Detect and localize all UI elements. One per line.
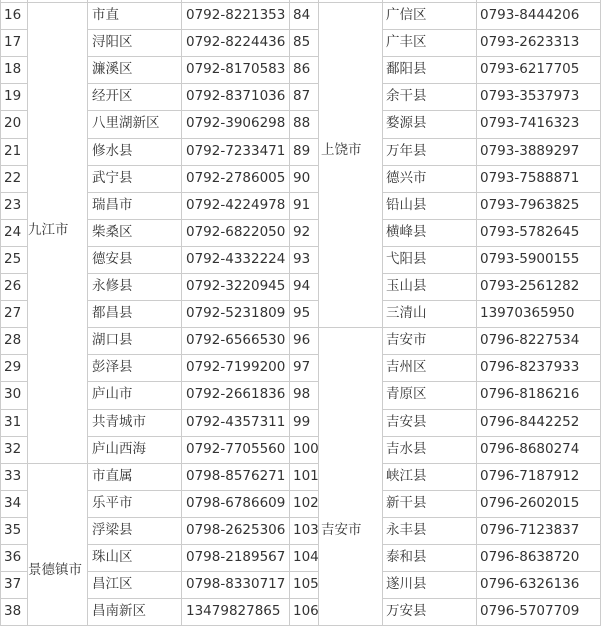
district-name: 市直属 bbox=[92, 467, 133, 484]
row-number: 88 bbox=[293, 115, 311, 132]
district-name: 横峰县 bbox=[386, 223, 427, 240]
phone-number: 0796-8442252 bbox=[480, 413, 580, 430]
phone-number: 0796-5707709 bbox=[480, 603, 580, 620]
row-number: 29 bbox=[4, 359, 22, 376]
district-name: 峡江县 bbox=[386, 467, 427, 484]
vline-after-city bbox=[87, 0, 88, 626]
row-number: 20 bbox=[4, 115, 22, 132]
district-name: 德安县 bbox=[92, 250, 133, 267]
phone-number: 0792-4332224 bbox=[186, 250, 286, 267]
phone-number: 0792-7233471 bbox=[186, 142, 286, 159]
row-number: 21 bbox=[4, 142, 22, 159]
phone-number: 0792-8221353 bbox=[186, 7, 286, 23]
phone-number: 0792-3906298 bbox=[186, 115, 286, 132]
district-name: 青原区 bbox=[386, 386, 427, 403]
district-name: 吉州区 bbox=[386, 359, 427, 376]
vline-after-number bbox=[27, 0, 28, 626]
row-number: 28 bbox=[4, 332, 22, 349]
city-jian: 吉安市 bbox=[321, 522, 362, 538]
row-number: 31 bbox=[4, 413, 22, 430]
district-name: 柴桑区 bbox=[92, 223, 133, 240]
district-name: 吉安市 bbox=[386, 332, 427, 349]
row-number: 34 bbox=[4, 494, 22, 511]
row-number: 95 bbox=[293, 305, 311, 322]
phone-number: 0792-8170583 bbox=[186, 61, 286, 78]
phone-number: 0793-6217705 bbox=[480, 61, 580, 78]
row-number: 106 bbox=[293, 603, 319, 620]
district-name: 濂溪区 bbox=[92, 61, 133, 78]
phone-number: 0796-8237933 bbox=[480, 359, 580, 376]
phone-number: 0792-8371036 bbox=[186, 88, 286, 105]
district-name: 铅山县 bbox=[386, 196, 427, 213]
phone-number: 0798-6786609 bbox=[186, 494, 286, 511]
district-name: 修水县 bbox=[92, 142, 133, 159]
phone-number: 0796-8186216 bbox=[480, 386, 580, 403]
phone-number: 0792-7705560 bbox=[186, 440, 286, 457]
district-name: 新干县 bbox=[386, 494, 427, 511]
district-name: 广信区 bbox=[386, 7, 427, 23]
district-name: 玉山县 bbox=[386, 278, 427, 294]
district-name: 德兴市 bbox=[386, 169, 427, 186]
district-name: 婺源县 bbox=[386, 115, 427, 132]
row-number: 22 bbox=[4, 169, 22, 186]
district-name: 鄱阳县 bbox=[386, 61, 427, 78]
district-name: 昌南新区 bbox=[92, 603, 146, 620]
phone-number: 0798-2625306 bbox=[186, 521, 286, 538]
row-number: 35 bbox=[4, 521, 22, 538]
vline-left-edge bbox=[0, 0, 1, 626]
district-name: 三清山 bbox=[386, 305, 427, 322]
phone-number: 0792-4224978 bbox=[186, 196, 286, 213]
row-number: 100 bbox=[293, 440, 319, 457]
phone-number: 0796-2602015 bbox=[480, 494, 580, 511]
row-number: 87 bbox=[293, 88, 311, 105]
district-name: 泰和县 bbox=[386, 549, 427, 565]
district-name: 共青城市 bbox=[92, 413, 146, 430]
district-name: 万年县 bbox=[386, 142, 427, 159]
district-name: 乐平市 bbox=[92, 494, 133, 511]
phone-number: 0793-5900155 bbox=[480, 250, 580, 267]
city-jingdezhen: 景德镇市 bbox=[28, 562, 82, 578]
city-jiujiang: 九江市 bbox=[28, 222, 69, 238]
row-number: 16 bbox=[4, 7, 22, 23]
phone-number: 0792-4357311 bbox=[186, 413, 286, 430]
row-number: 24 bbox=[4, 223, 22, 240]
phone-number: 0793-7588871 bbox=[480, 169, 580, 186]
row-number: 94 bbox=[293, 278, 311, 294]
phone-number: 0792-5231809 bbox=[186, 305, 286, 322]
row-number: 33 bbox=[4, 467, 22, 484]
row-number: 98 bbox=[293, 386, 311, 403]
district-name: 八里湖新区 bbox=[92, 115, 160, 132]
row-number: 86 bbox=[293, 61, 311, 78]
district-name: 庐山西海 bbox=[92, 440, 146, 457]
phone-number: 0792-6822050 bbox=[186, 223, 286, 240]
city-shangrao: 上饶市 bbox=[321, 142, 362, 158]
district-name: 广丰区 bbox=[386, 34, 427, 51]
row-number: 37 bbox=[4, 576, 22, 593]
phone-number: 0792-8224436 bbox=[186, 34, 286, 51]
district-name: 弋阳县 bbox=[386, 250, 427, 267]
row-number: 25 bbox=[4, 250, 22, 267]
row-number: 23 bbox=[4, 196, 22, 213]
district-name: 昌江区 bbox=[92, 576, 133, 593]
row-number: 99 bbox=[293, 413, 311, 430]
district-name: 浮梁县 bbox=[92, 521, 133, 538]
phone-number: 0792-3220945 bbox=[186, 278, 286, 294]
phone-number: 0798-2189567 bbox=[186, 549, 286, 565]
row-number: 90 bbox=[293, 169, 311, 186]
row-number: 26 bbox=[4, 278, 22, 294]
row-number: 91 bbox=[293, 196, 311, 213]
phone-number: 0793-3889297 bbox=[480, 142, 580, 159]
district-name: 武宁县 bbox=[92, 169, 133, 186]
row-number: 92 bbox=[293, 223, 311, 240]
row-number: 102 bbox=[293, 494, 319, 511]
district-name: 余干县 bbox=[386, 88, 427, 105]
district-name: 万安县 bbox=[386, 603, 427, 620]
phone-number: 0796-7187912 bbox=[480, 467, 580, 484]
district-name: 瑞昌市 bbox=[92, 196, 133, 213]
phone-number: 13479827865 bbox=[186, 603, 281, 620]
district-name: 湖口县 bbox=[92, 332, 133, 349]
phone-number: 0796-6326136 bbox=[480, 576, 580, 593]
phone-number: 0793-3537973 bbox=[480, 88, 580, 105]
row-number: 32 bbox=[4, 440, 22, 457]
vline-after-phone bbox=[289, 0, 290, 626]
row-number: 85 bbox=[293, 34, 311, 51]
row-number: 27 bbox=[4, 305, 22, 322]
district-name: 吉安县 bbox=[386, 413, 427, 430]
row-number: 30 bbox=[4, 386, 22, 403]
phone-number: 0793-8444206 bbox=[480, 7, 580, 23]
phone-number: 0792-7199200 bbox=[186, 359, 286, 376]
district-name: 都昌县 bbox=[92, 305, 133, 322]
phone-number: 0793-7416323 bbox=[480, 115, 580, 132]
row-number: 101 bbox=[293, 467, 319, 484]
row-number: 84 bbox=[293, 7, 311, 23]
district-name: 永修县 bbox=[92, 278, 133, 294]
row-number: 89 bbox=[293, 142, 311, 159]
row-number: 96 bbox=[293, 332, 311, 349]
district-name: 经开区 bbox=[92, 88, 133, 105]
district-name: 市直 bbox=[92, 7, 119, 23]
row-number: 38 bbox=[4, 603, 22, 620]
phone-number: 0792-2786005 bbox=[186, 169, 286, 186]
phone-number: 0798-8576271 bbox=[186, 467, 286, 484]
district-name: 浔阳区 bbox=[92, 34, 133, 51]
row-number: 36 bbox=[4, 549, 22, 565]
district-name: 珠山区 bbox=[92, 549, 133, 565]
district-name: 永丰县 bbox=[386, 521, 427, 538]
phone-number: 0796-8227534 bbox=[480, 332, 580, 349]
row-number: 93 bbox=[293, 250, 311, 267]
row-number: 103 bbox=[293, 521, 319, 538]
phone-number: 0796-8638720 bbox=[480, 549, 580, 565]
phone-number: 0793-2623313 bbox=[480, 34, 580, 51]
phone-number: 0793-7963825 bbox=[480, 196, 580, 213]
district-name: 庐山市 bbox=[92, 386, 133, 403]
phone-number: 0792-2661836 bbox=[186, 386, 286, 403]
phone-number: 0796-8680274 bbox=[480, 440, 580, 457]
row-number: 97 bbox=[293, 359, 311, 376]
phone-number: 0793-2561282 bbox=[480, 278, 580, 294]
phone-number: 0796-7123837 bbox=[480, 521, 580, 538]
district-name: 彭泽县 bbox=[92, 359, 133, 376]
district-name: 吉水县 bbox=[386, 440, 427, 457]
phone-number: 0793-5782645 bbox=[480, 223, 580, 240]
row-number: 19 bbox=[4, 88, 22, 105]
row-number: 104 bbox=[293, 549, 319, 565]
row-number: 105 bbox=[293, 576, 319, 593]
phone-number: 13970365950 bbox=[480, 305, 575, 322]
row-number: 18 bbox=[4, 61, 22, 78]
vline-after-district bbox=[181, 0, 182, 626]
row-number: 17 bbox=[4, 34, 22, 51]
phone-number: 0798-8330717 bbox=[186, 576, 286, 593]
vline-after-district-2 bbox=[476, 0, 477, 626]
district-name: 遂川县 bbox=[386, 576, 427, 593]
vline-after-city-2 bbox=[382, 0, 383, 626]
phone-number: 0792-6566530 bbox=[186, 332, 286, 349]
